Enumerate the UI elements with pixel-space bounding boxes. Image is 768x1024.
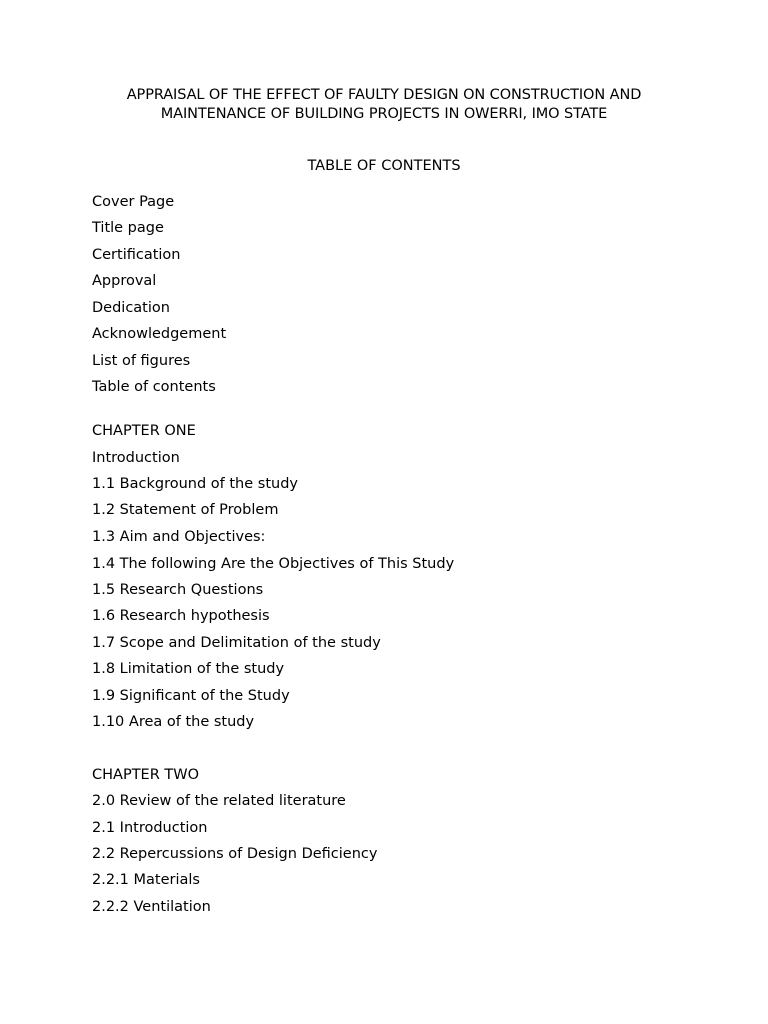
toc-entry: 1.9 Significant of the Study xyxy=(92,688,290,704)
toc-entry: 2.0 Review of the related literature xyxy=(92,793,346,809)
toc-entry: 1.10 Area of the study xyxy=(92,714,255,730)
chapter-heading: CHAPTER ONE xyxy=(92,423,196,439)
toc-entry: 2.2 Repercussions of Design Deficiency xyxy=(92,846,378,862)
toc-entry: Certification xyxy=(92,247,181,263)
toc-entry: 1.2 Statement of Problem xyxy=(92,502,279,518)
toc-entry: 1.8 Limitation of the study xyxy=(92,661,285,677)
toc-entry: 1.7 Scope and Delimitation of the study xyxy=(92,635,381,651)
toc-entry: Table of contents xyxy=(92,379,216,395)
toc-entry: 1.5 Research Questions xyxy=(92,582,264,598)
toc-entry: 1.3 Aim and Objectives: xyxy=(92,529,266,545)
toc-entry: 2.1 Introduction xyxy=(92,820,208,836)
toc-entry: Approval xyxy=(92,273,157,289)
toc-entry: Dedication xyxy=(92,300,170,316)
toc-entry: Cover Page xyxy=(92,194,175,210)
toc-heading: TABLE OF CONTENTS xyxy=(307,158,461,174)
toc-entry: 1.6 Research hypothesis xyxy=(92,608,270,624)
toc-entry: 1.1 Background of the study xyxy=(92,476,298,492)
title-line-1: APPRAISAL OF THE EFFECT OF FAULTY DESIGN ON CONSTRUCTION AND xyxy=(126,87,642,103)
toc-entry: 2.2.2 Ventilation xyxy=(92,899,211,915)
toc-entry: 1.4 The following Are the Objectives of This Study xyxy=(92,556,455,572)
toc-entry: Acknowledgement xyxy=(92,326,227,342)
document-title xyxy=(0,86,768,124)
chapter-heading: CHAPTER TWO xyxy=(92,767,200,783)
toc-entry: Title page xyxy=(92,220,164,236)
title-line-2: MAINTENANCE OF BUILDING PROJECTS IN OWERRI, IMO STATE xyxy=(160,106,608,122)
toc-entry: List of figures xyxy=(92,353,191,369)
toc-entry: Introduction xyxy=(92,450,180,466)
toc-entry: 2.2.1 Materials xyxy=(92,872,200,888)
